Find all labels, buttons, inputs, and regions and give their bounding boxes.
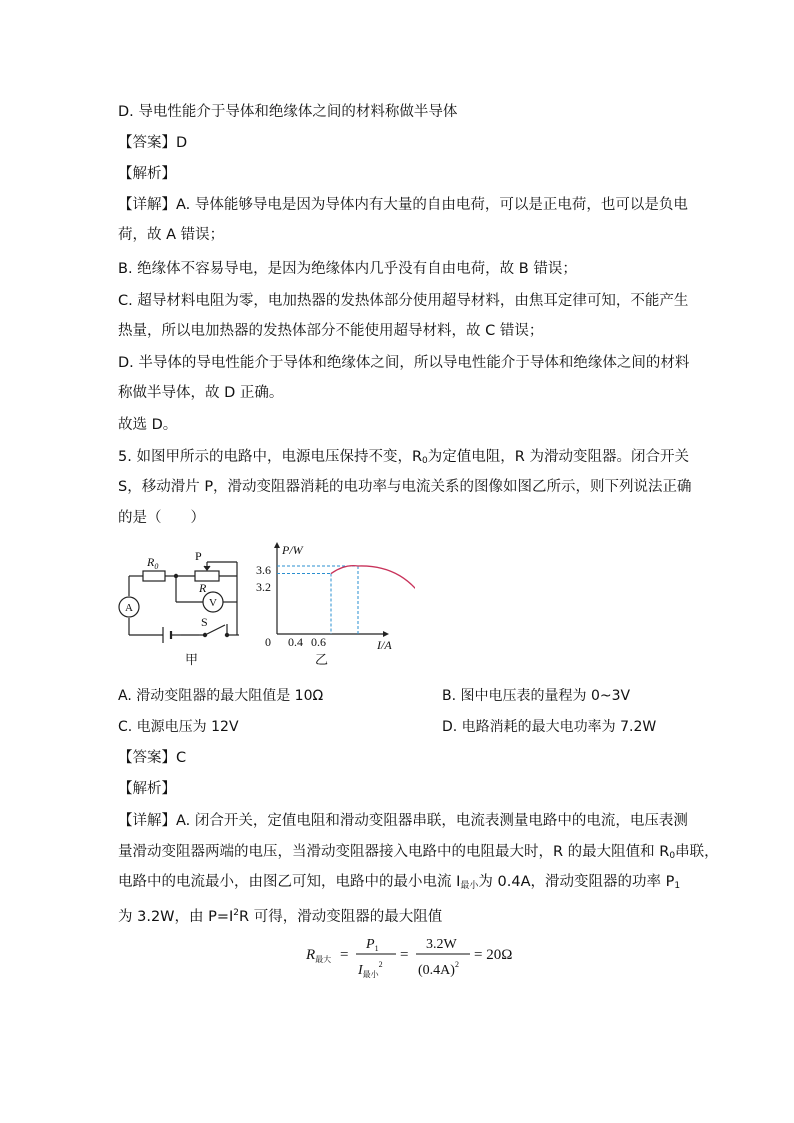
ammeter-label: A bbox=[125, 602, 133, 614]
answer-label: 【答案】C bbox=[118, 750, 187, 766]
detail-line: 【详解】A. 闭合开关，定值电阻和滑动变阻器串联，电流表测量电路中的电流，电压表测 bbox=[118, 813, 688, 829]
detail-line: 荷，故 A 错误； bbox=[118, 227, 225, 243]
formula-result: = 20Ω bbox=[474, 947, 513, 963]
answer-label: 【答案】D bbox=[118, 135, 188, 151]
graph-caption: 乙 bbox=[315, 652, 329, 667]
label-r: R bbox=[199, 581, 207, 595]
question-figure bbox=[115, 538, 415, 670]
detail-line: D. 半导体的导电性能介于导体和绝缘体之间，所以导电性能介于导体和绝缘体之间的材料 bbox=[118, 355, 690, 371]
detail-text: R 可得，滑动变阻器的最大阻值 bbox=[239, 909, 443, 925]
fraction2-denominator: $(0.4A)^2$ bbox=[418, 960, 459, 978]
x-axis-label: I/A bbox=[377, 638, 392, 652]
formula-lhs: $R_{最大}$ bbox=[306, 947, 332, 964]
option-d-text: D. 导电性能介于导体和绝缘体之间的材料称做半导体 bbox=[118, 104, 458, 120]
voltmeter-label: V bbox=[209, 597, 217, 609]
subscript: 0 bbox=[669, 851, 676, 861]
detail-line: 【详解】A. 导体能够导电是因为导体内有大量的自由电荷，可以是正电荷，也可以是负电 bbox=[118, 197, 688, 213]
label-p: P bbox=[195, 549, 202, 563]
circuit-diagram bbox=[119, 562, 239, 643]
detail-line: 热量，所以电加热器的发热体部分不能使用超导材料，故 C 错误； bbox=[118, 323, 544, 339]
x-tick-label: 0.6 bbox=[311, 635, 326, 649]
rheostat-r bbox=[195, 571, 219, 581]
detail-text: 电路中的电流最小，由图乙可知，电路中的最小电流 I bbox=[118, 874, 461, 890]
fraction2-numerator: 3.2W bbox=[426, 937, 457, 952]
power-curve bbox=[331, 566, 415, 634]
fraction1-numerator: $P_1$ bbox=[366, 937, 379, 953]
option-c: C. 电源电压为 12V bbox=[118, 719, 239, 735]
detail-line: 称做半导体，故 D 正确。 bbox=[118, 385, 284, 401]
detail-line: B. 绝缘体不容易导电，是因为绝缘体内几乎没有自由电荷，故 B 错误； bbox=[118, 261, 577, 277]
detail-text: 为 0.4A，滑动变阻器的功率 P bbox=[478, 874, 675, 890]
resistor-r0 bbox=[143, 571, 165, 581]
analysis-label: 【解析】 bbox=[118, 166, 176, 182]
origin-label: 0 bbox=[265, 635, 271, 649]
option-a: A. 滑动变阻器的最大阻值是 10Ω bbox=[118, 688, 324, 704]
detail-line: C. 超导材料电阻为零，电加热器的发热体部分使用超导材料，由焦耳定律可知，不能产生 bbox=[118, 293, 689, 309]
y-axis-label: P/W bbox=[282, 543, 303, 557]
option-d: D. 电路消耗的最大电功率为 7.2W bbox=[442, 719, 657, 735]
question-5-line-2: S，移动滑片 P，滑动变阻器消耗的电功率与电流关系的图像如图乙所示，则下列说法正确 bbox=[118, 479, 692, 495]
equals-sign: = bbox=[340, 947, 349, 963]
graph-marks bbox=[277, 566, 415, 634]
pi-graph bbox=[256, 542, 415, 667]
detail-text: 为 3.2W，由 P=I bbox=[118, 909, 234, 925]
option-b: B. 图中电压表的量程为 0~3V bbox=[442, 688, 631, 704]
question-text: 为定值电阻，R 为滑动变阻器。闭合开关 bbox=[427, 449, 689, 465]
subscript: 0 bbox=[422, 456, 428, 466]
circuit-caption: 甲 bbox=[185, 652, 199, 667]
fraction1-denominator: $I_{最小}^2$ bbox=[358, 960, 383, 979]
switch-s bbox=[205, 625, 225, 635]
equals-sign: = bbox=[400, 947, 409, 963]
y-tick-label: 3.2 bbox=[256, 580, 271, 594]
max-resistance-formula bbox=[300, 928, 540, 984]
detail-line bbox=[118, 842, 719, 866]
detail-text: 串联， bbox=[675, 844, 719, 860]
question-5-line-3: 的是（ ） bbox=[118, 510, 205, 526]
subscript: 最小 bbox=[460, 881, 479, 891]
y-tick-label: 3.6 bbox=[256, 563, 271, 577]
question-5-line-1 bbox=[118, 447, 689, 471]
x-tick-label: 0.4 bbox=[288, 635, 303, 649]
question-text: 5. 如图甲所示的电路中，电源电压保持不变，R bbox=[118, 449, 423, 465]
detail-line bbox=[118, 872, 680, 896]
label-r0: $R_0$ bbox=[147, 555, 159, 571]
switch-label: S bbox=[201, 615, 208, 629]
superscript: 2 bbox=[233, 908, 240, 918]
detail-line bbox=[118, 903, 442, 927]
detail-text: 量滑动变阻器两端的电压，当滑动变阻器接入电路中的电阻最大时，R 的最大阻值和 R bbox=[118, 844, 670, 860]
analysis-label: 【解析】 bbox=[118, 781, 176, 797]
subscript: 1 bbox=[674, 881, 681, 891]
conclusion-line: 故选 D。 bbox=[118, 417, 178, 433]
